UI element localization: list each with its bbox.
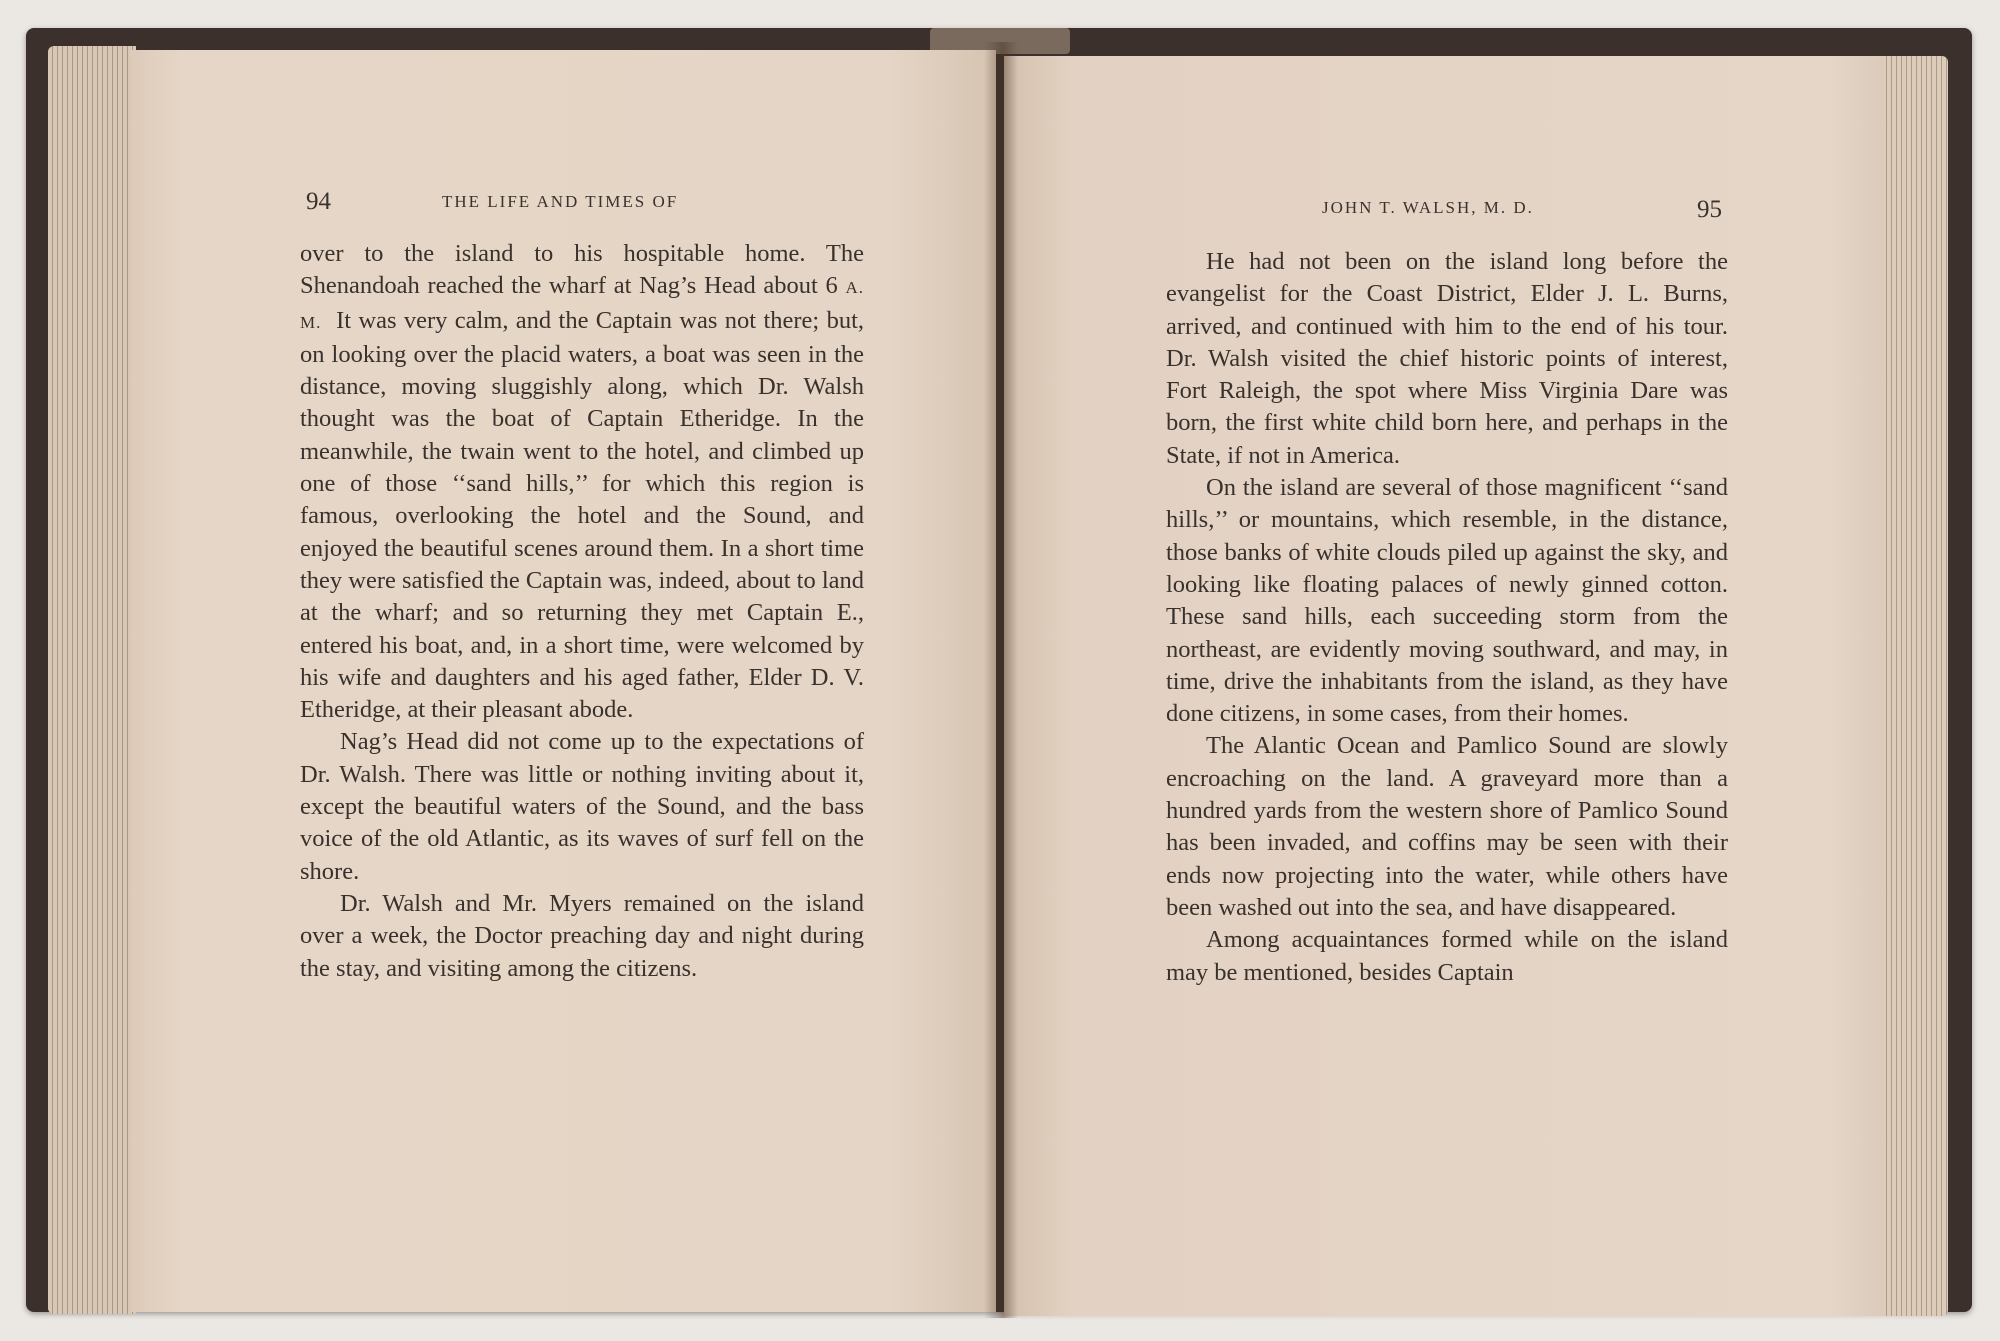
left-paragraph-3: Dr. Walsh and Mr. Myers remained on the island over a week, the Doctor preaching day and night during the stay, and visiting among the citizens. (300, 889, 864, 982)
right-paragraph-4: Among acquaintances formed while on the island may be mentioned, besides Captain (1166, 926, 1728, 986)
right-page-number: 95 (1697, 196, 1722, 223)
left-running-head: THE LIFE AND TIMES OF (442, 192, 679, 211)
left-paragraph-1a: over to the island to his hospitable home. The Shenandoah reached the wharf at Nag’s Head about 6 (300, 240, 864, 300)
left-page-text (300, 238, 864, 985)
time-am: A. M. (300, 278, 865, 332)
right-paragraph-1: He had not been on the island long before the evangelist for the Coast District, Elder J. L. Burns, arrived, and continued with him to the end of his tour. Dr. Walsh visited the chief historic points of interest, Fort Raleigh, the spot where Miss Virginia Dare was born, the first white child born here, and perhaps in the State, if not in America. (1166, 248, 1728, 469)
left-page-number: 94 (306, 188, 331, 215)
left-paragraph-1b: It was very calm, and the Captain was not there; but, on looking over the placid waters, a boat was seen in the distance, moving sluggishly along, which Dr. Walsh thought was the boat of Captain Etheridge. In the meanwhile, the twain went to the hotel, and climbed up one of those ‘‘sand hills,’’ for which this region is famous, overlooking the hotel and the Sound, and enjoyed the beautiful scenes around them. In a short time they were satisfied the Captain was, indeed, about to land at the wharf; and so returning they met Captain E., entered his boat, and, in a short time, were welcomed by his wife and daughters and his aged father, Elder D. V. Etheridge, at their pleasant abode. (300, 306, 865, 724)
right-page-text (1166, 246, 1728, 989)
right-paragraph-2: On the island are several of those magnificent ‘‘sand hills,’’ or mountains, which resemble, in the distance, those banks of white clouds piled up against the sky, and looking like floating palaces of newly ginned cotton. These sand hills, each succeeding storm from the northeast, are evidently moving southward, and may, in time, drive the inhabitants from the island, as they have done citizens, in some cases, from their homes. (1166, 474, 1728, 728)
left-page-edges (48, 46, 136, 1314)
right-paragraph-3: The Alantic Ocean and Pamlico Sound are slowly encroaching on the land. A graveyard more than a hundred yards from the western shore of Pamlico Sound has been invaded, and coffins may be seen with their ends now projecting into the water, while others have been washed out into the sea, and have disappeared. (1166, 732, 1728, 921)
left-paragraph-1 (300, 238, 864, 726)
book-gutter (984, 42, 1018, 1318)
right-page-edges (1872, 56, 1948, 1316)
right-running-head: JOHN T. WALSH, M. D. (1322, 198, 1534, 217)
left-paragraph-2: Nag’s Head did not come up to the expectations of Dr. Walsh. There was little or nothing inviting about it, except the beautiful waters of the Sound, and the bass voice of the old Atlantic, as its waves of surf fell on the shore. (300, 728, 864, 885)
